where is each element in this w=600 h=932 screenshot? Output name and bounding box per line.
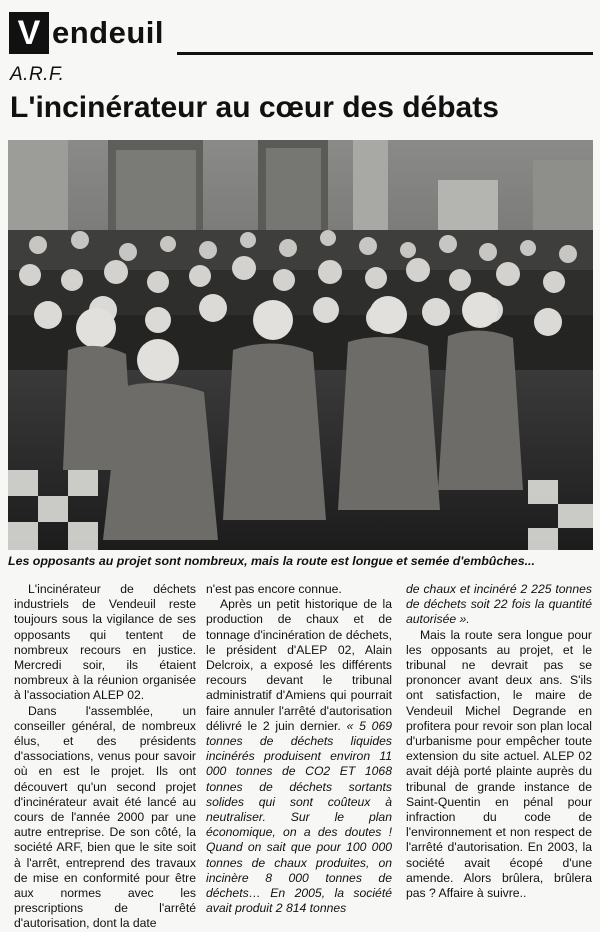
quote: « 5 069 tonnes de déchets liquides incinérés produisent environ 11 000 tonnes de CO2 ET 1068 tonnes de déchets sortants solides qui sont coûteux à neutraliser. Sur le plan économique, on a des doutes ! Quand on sait que pour 100 000 tonnes de chaux produites, on incinère 8 000 tonnes de déchets… En 2005, la société avait produit 2 814 tonnes (206, 718, 392, 916)
masthead-town: endeuil (52, 15, 165, 50)
paragraph: Dans l'assemblée, un conseiller général, de nombreux élus, et des présidents d'associations, venus pour savoir où en est le projet. Ils ont découvert qu'un second projet d'incinérateur avait été lancé au cours de l'année 2000 par une autre entreprise. De son côté, la société ARF, bien que le site soit à l'arrêt, entreprend des travaux de mise en conformité pour être aux normes avec les prescriptions de l'arrêté d'autorisation, dont la date (14, 703, 196, 931)
paragraph: n'est pas encore connue. (206, 582, 342, 596)
photo-caption: Les opposants au projet sont nombreux, mais la route est longue et semée d'embûches... (8, 554, 535, 568)
masthead-rule (177, 52, 593, 55)
masthead-initial: V (9, 12, 49, 54)
article-column-3 (406, 582, 592, 901)
photo-illustration (8, 140, 593, 550)
article-column-1 (14, 582, 196, 932)
article-column-2 (206, 582, 392, 916)
paragraph: Mais la route sera longue pour les opposants au projet, et le tribunal ne devrait pas se prononcer avant deux ans. S'ils ont satisfaction, le maire de Vendeuil Michel Degrande en profitera pour revoir son plan local d'urbanisme pour empêcher toute extension du site actuel. ALEP 02 avait déjà porté plainte auprès du tribunal de grande instance de Saint-Quentin en pénal pour infraction du code de l'environnement et non respect de l'arrêté d'autorisation. En 2003, la société avait écopé d'une amende. Alors brûlera, brûlera pas ? Affaire à suivre.. (406, 627, 592, 901)
quote: de chaux et incinéré 2 225 tonnes de déchets soit 22 fois la quantité autorisée ». (406, 582, 592, 627)
paragraph-text: Après un petit historique de la production de chaux et de tonnage d'incinération de déchets, le président d'ALEP 02, Alain Delcroix, a exposé les différents recours devant le tribunal administratif d'Amiens qui pourrait faire annuler l'arrêté d'autorisation délivré le 2 juin dernier. (206, 597, 392, 733)
masthead (9, 12, 593, 58)
headline: L'incinérateur au cœur des débats (10, 91, 499, 124)
paragraph: L'incinérateur de déchets industriels de Vendeuil reste toujours sous la vigilance de ses opposants qui tentent de nombreux recours en justice. Mercredi soir, ils étaient nombreux à la réunion organisée à l'association ALEP 02. (14, 582, 196, 703)
meeting-photo (8, 140, 593, 550)
kicker: A.R.F. (10, 64, 65, 85)
